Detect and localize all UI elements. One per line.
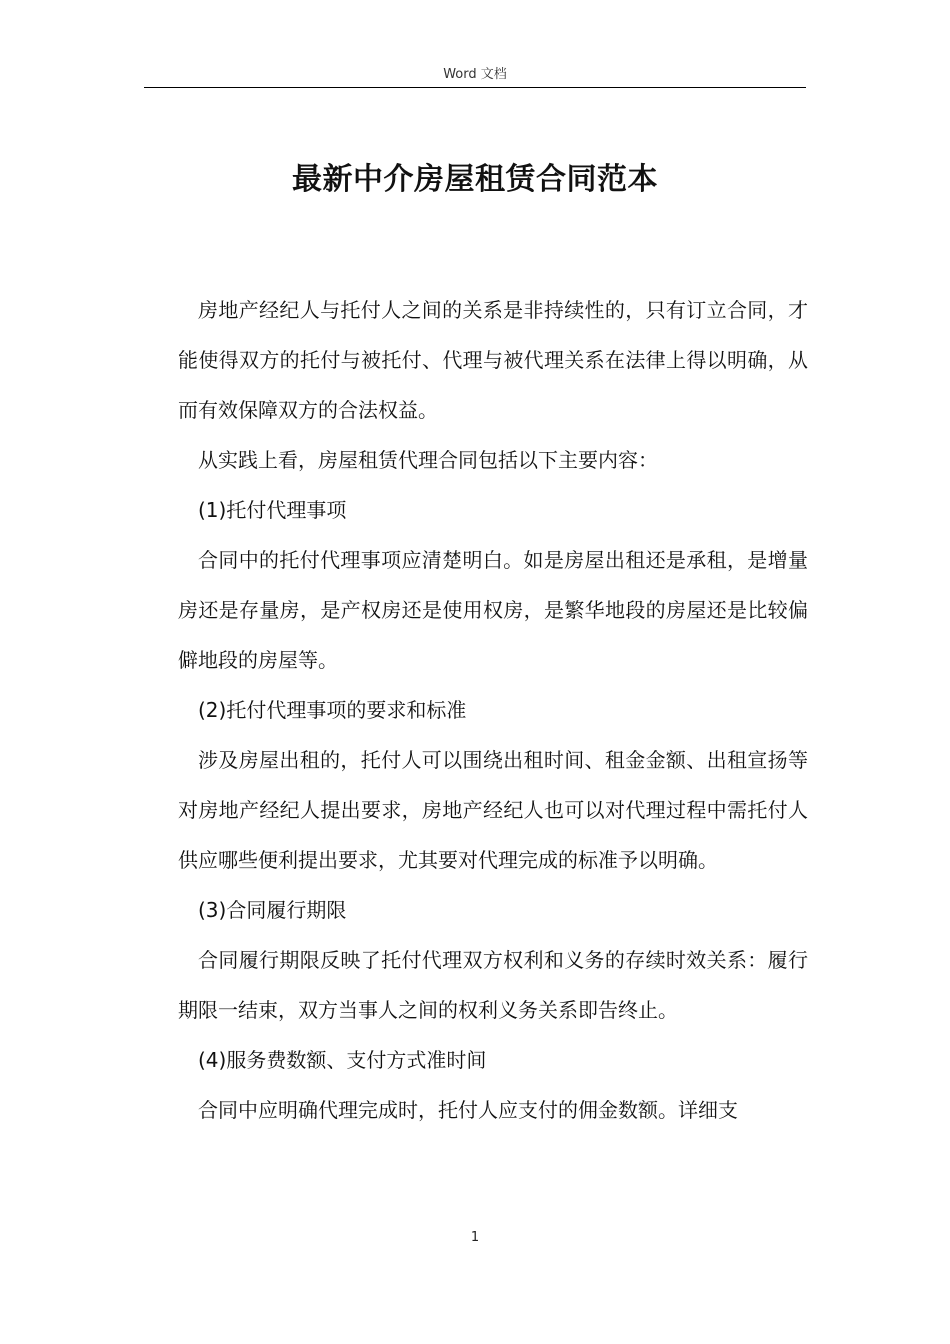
paragraph-intro: 房地产经纪人与托付人之间的关系是非持续性的，只有订立合同，才能使得双方的托付与被托付、代理与被代理关系在法律上得以明确，从而有效保障双方的合法权益。 — [178, 298, 808, 422]
page-number: 1 — [470, 1230, 480, 1245]
paragraph-section-4: 合同中应明确代理完成时，托付人应支付的佣金数额。详细支 — [198, 1098, 738, 1122]
document-title: 最新中介房屋租赁合同范本 — [292, 162, 658, 197]
section-heading-1: (1)托付代理事项 — [198, 498, 347, 522]
paragraph-section-1: 合同中的托付代理事项应清楚明白。如是房屋出租还是承租，是增量房还是存量房，是产权房还是使用权房，是繁华地段的房屋还是比较偏僻地段的房屋等。 — [178, 548, 808, 672]
paragraph-section-3: 合同履行期限反映了托付代理双方权利和义务的存续时效关系：履行期限一结束，双方当事人之间的权利义务关系即告终止。 — [178, 948, 808, 1022]
document-body — [178, 285, 808, 1135]
section-heading-4: (4)服务费数额、支付方式准时间 — [198, 1048, 487, 1072]
page-header: Word 文档 — [443, 67, 507, 82]
section-heading-2: (2)托付代理事项的要求和标准 — [198, 698, 467, 722]
paragraph-section-2: 涉及房屋出租的，托付人可以围绕出租时间、租金金额、出租宣扬等对房地产经纪人提出要求，房地产经纪人也可以对代理过程中需托付人供应哪些便利提出要求，尤其要对代理完成的标准予以明确。 — [178, 748, 808, 872]
paragraph-contents-lead: 从实践上看，房屋租赁代理合同包括以下主要内容： — [198, 448, 658, 472]
section-heading-3: (3)合同履行期限 — [198, 898, 347, 922]
header-divider — [144, 87, 806, 88]
